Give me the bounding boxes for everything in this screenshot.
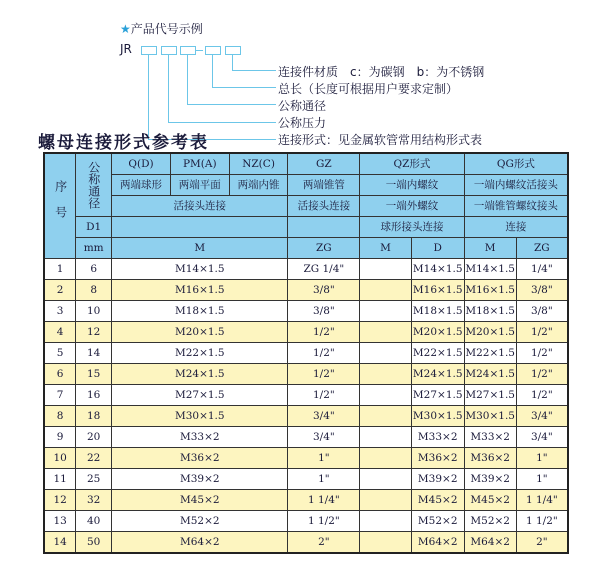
cell-qzm [360, 448, 412, 469]
header-qg-desc3: 连接 [464, 217, 568, 238]
cell-qgm: M20×1.5 [464, 322, 516, 343]
cell-m: M30×1.5 [112, 406, 288, 427]
table-row [44, 511, 568, 532]
cell-m: M27×1.5 [112, 385, 288, 406]
code-box [180, 46, 196, 55]
code-box [161, 46, 177, 55]
code-box [205, 46, 221, 55]
cell-qgm: M18×1.5 [464, 301, 516, 322]
header-qz: QZ形式 [360, 153, 464, 175]
table-row [44, 280, 568, 301]
cell-qgzg: 1/2" [516, 343, 568, 364]
cell-d: 15 [76, 364, 112, 385]
cell-zg: 1" [288, 448, 360, 469]
header-qg-desc2: 一端锥管螺纹接头 [464, 196, 568, 217]
code-box [141, 46, 157, 55]
cell-qgzg: 1/2" [516, 385, 568, 406]
cell-qzd: M20×1.5 [411, 322, 464, 343]
table-row [44, 259, 568, 280]
header-qz-desc: 一端内螺纹 [360, 175, 464, 196]
example-heading [120, 20, 203, 37]
cell-qgzg: 3/4" [516, 406, 568, 427]
cell-qgm: M24×1.5 [464, 364, 516, 385]
example-heading-text: 产品代号示例 [130, 22, 203, 36]
cell-d: 18 [76, 406, 112, 427]
cell-qzd: M36×2 [411, 448, 464, 469]
leader-line [212, 87, 276, 88]
header-qd: Q(D) [112, 153, 171, 175]
cell-qzm [360, 280, 412, 301]
cell-qgzg: 1" [516, 448, 568, 469]
code-prefix: JR [120, 42, 132, 56]
cell-m: M24×1.5 [112, 364, 288, 385]
leader-line [168, 55, 169, 122]
cell-qgm: M39×2 [464, 469, 516, 490]
cell-d: 6 [76, 259, 112, 280]
table-row [44, 490, 568, 511]
cell-m: M14×1.5 [112, 259, 288, 280]
cell-n: 5 [44, 343, 76, 364]
cell-zg: 1 1/2" [288, 511, 360, 532]
header-qg-m: M [464, 238, 516, 259]
cell-qzm [360, 301, 412, 322]
cell-d: 32 [76, 490, 112, 511]
header-qz-d: D [411, 238, 464, 259]
header-nzc-desc: 两端内锥 [229, 175, 288, 196]
table-row [44, 385, 568, 406]
header-qg: QG形式 [464, 153, 568, 175]
cell-qgm: M27×1.5 [464, 385, 516, 406]
cell-d: 14 [76, 343, 112, 364]
star-icon: ★ [120, 22, 131, 36]
cell-qgzg: 3/8" [516, 301, 568, 322]
cell-zg: 3/8" [288, 280, 360, 301]
cell-zg: 3/4" [288, 427, 360, 448]
cell-qzm [360, 343, 412, 364]
cell-qgm: M64×2 [464, 532, 516, 554]
header-qz-desc3: 球形接头连接 [360, 217, 464, 238]
table-row [44, 406, 568, 427]
cell-zg: ZG 1/4" [288, 259, 360, 280]
table-body [44, 259, 568, 554]
leader-line [187, 104, 276, 105]
cell-qgzg: 1" [516, 469, 568, 490]
cell-qzm [360, 322, 412, 343]
table-row [44, 427, 568, 448]
cell-qzm [360, 490, 412, 511]
table-row [44, 364, 568, 385]
header-empty [112, 217, 288, 238]
header-qz-m: M [360, 238, 412, 259]
cell-m: M39×2 [112, 469, 288, 490]
cell-qgzg: 1 1/4" [516, 490, 568, 511]
cell-d: 50 [76, 532, 112, 554]
cell-qzm [360, 469, 412, 490]
cell-qzm [360, 511, 412, 532]
leader-line [187, 55, 188, 104]
cell-m: M33×2 [112, 427, 288, 448]
cell-d: 12 [76, 322, 112, 343]
label-diameter: 公称通径 [278, 99, 327, 113]
cell-qzm [360, 364, 412, 385]
cell-m: M16×1.5 [112, 280, 288, 301]
cell-d: 8 [76, 280, 112, 301]
cell-d: 25 [76, 469, 112, 490]
cell-qgm: M33×2 [464, 427, 516, 448]
cell-qgzg: 3/8" [516, 280, 568, 301]
header-gz: GZ [288, 153, 360, 175]
code-box [225, 46, 241, 55]
cell-n: 12 [44, 490, 76, 511]
header-qg-desc: 一端内螺纹活接头 [464, 175, 568, 196]
table-row [44, 322, 568, 343]
cell-zg: 3/8" [288, 301, 360, 322]
cell-qzm [360, 532, 412, 554]
leader-line [232, 70, 276, 71]
leader-line [232, 55, 233, 70]
cell-qzd: M45×2 [411, 490, 464, 511]
cell-qgzg: 1/2" [516, 322, 568, 343]
cell-zg: 1" [288, 469, 360, 490]
cell-n: 8 [44, 406, 76, 427]
header-seq: 序号 [44, 153, 76, 259]
cell-zg: 1/2" [288, 343, 360, 364]
leader-line [148, 55, 149, 139]
header-nzc: NZ(C) [229, 153, 288, 175]
cell-qgzg: 1/2" [516, 364, 568, 385]
cell-qgm: M52×2 [464, 511, 516, 532]
cell-n: 3 [44, 301, 76, 322]
cell-qgzg: 1/4" [516, 259, 568, 280]
header-qg-zg: ZG [516, 238, 568, 259]
cell-zg: 3/4" [288, 406, 360, 427]
label-pressure: 公称压力 [278, 116, 327, 130]
cell-n: 2 [44, 280, 76, 301]
leader-line [168, 122, 276, 123]
cell-qzd: M18×1.5 [411, 301, 464, 322]
cell-qgm: M22×1.5 [464, 343, 516, 364]
cell-qzd: M39×2 [411, 469, 464, 490]
cell-qzm [360, 406, 412, 427]
cell-qgzg: 3/4" [516, 427, 568, 448]
table-title: 螺母连接形式参考表 [38, 133, 209, 153]
header-zg: ZG [288, 238, 360, 259]
cell-m: M36×2 [112, 448, 288, 469]
cell-zg: 1/2" [288, 364, 360, 385]
cell-qgm: M30×1.5 [464, 406, 516, 427]
cell-qgm: M36×2 [464, 448, 516, 469]
cell-m: M64×2 [112, 532, 288, 554]
cell-qzd: M27×1.5 [411, 385, 464, 406]
header-gz-union: 活接头连接 [288, 196, 360, 217]
header-m: M [112, 238, 288, 259]
header-qz-desc2: 一端外螺纹 [360, 196, 464, 217]
cell-qgm: M16×1.5 [464, 280, 516, 301]
cell-n: 10 [44, 448, 76, 469]
cell-qzd: M33×2 [411, 427, 464, 448]
cell-n: 13 [44, 511, 76, 532]
cell-qgzg: 2" [516, 532, 568, 554]
cell-qgm: M14×1.5 [464, 259, 516, 280]
cell-n: 6 [44, 364, 76, 385]
cell-d: 40 [76, 511, 112, 532]
cell-n: 1 [44, 259, 76, 280]
cell-qzm [360, 385, 412, 406]
table-row [44, 301, 568, 322]
header-empty [288, 217, 360, 238]
cell-zg: 1 1/4" [288, 490, 360, 511]
cell-d: 16 [76, 385, 112, 406]
cell-qzd: M64×2 [411, 532, 464, 554]
cell-qzd: M14×1.5 [411, 259, 464, 280]
table-row [44, 532, 568, 554]
cell-m: M22×1.5 [112, 343, 288, 364]
cell-m: M18×1.5 [112, 301, 288, 322]
cell-n: 7 [44, 385, 76, 406]
cell-n: 9 [44, 427, 76, 448]
table-row [44, 469, 568, 490]
cell-m: M45×2 [112, 490, 288, 511]
table-row [44, 343, 568, 364]
header-union: 活接头连接 [112, 196, 288, 217]
cell-qzd: M30×1.5 [411, 406, 464, 427]
cell-qzm [360, 259, 412, 280]
cell-m: M52×2 [112, 511, 288, 532]
header-qd-desc: 两端球形 [112, 175, 171, 196]
cell-qzd: M16×1.5 [411, 280, 464, 301]
cell-qgm: M45×2 [464, 490, 516, 511]
nut-connection-table [43, 152, 569, 554]
cell-qzd: M24×1.5 [411, 364, 464, 385]
cell-qzd: M52×2 [411, 511, 464, 532]
leader-line [212, 55, 213, 87]
cell-d: 22 [76, 448, 112, 469]
cell-m: M20×1.5 [112, 322, 288, 343]
cell-n: 14 [44, 532, 76, 554]
cell-n: 11 [44, 469, 76, 490]
table-row [44, 448, 568, 469]
cell-qgzg: 1 1/2" [516, 511, 568, 532]
cell-d: 20 [76, 427, 112, 448]
cell-zg: 1/2" [288, 322, 360, 343]
header-mm: mm [76, 238, 112, 259]
header-pma: PM(A) [170, 153, 229, 175]
cell-qzm [360, 427, 412, 448]
cell-d: 10 [76, 301, 112, 322]
header-gz-desc: 两端锥管 [288, 175, 360, 196]
label-material: 连接件材质 c：为碳钢 b：为不锈钢 [278, 65, 485, 79]
cell-qzd: M22×1.5 [411, 343, 464, 364]
header-dn: 公称通径 [76, 153, 112, 217]
header-d1: D1 [76, 217, 112, 238]
cell-zg: 1/2" [288, 385, 360, 406]
header-pma-desc: 两端平面 [170, 175, 229, 196]
label-length: 总长（长度可根据用户要求定制） [278, 82, 459, 96]
cell-n: 4 [44, 322, 76, 343]
label-connection: 连接形式：见金属软管常用结构形式表 [278, 133, 483, 147]
cell-zg: 2" [288, 532, 360, 554]
code-dash [196, 50, 203, 51]
